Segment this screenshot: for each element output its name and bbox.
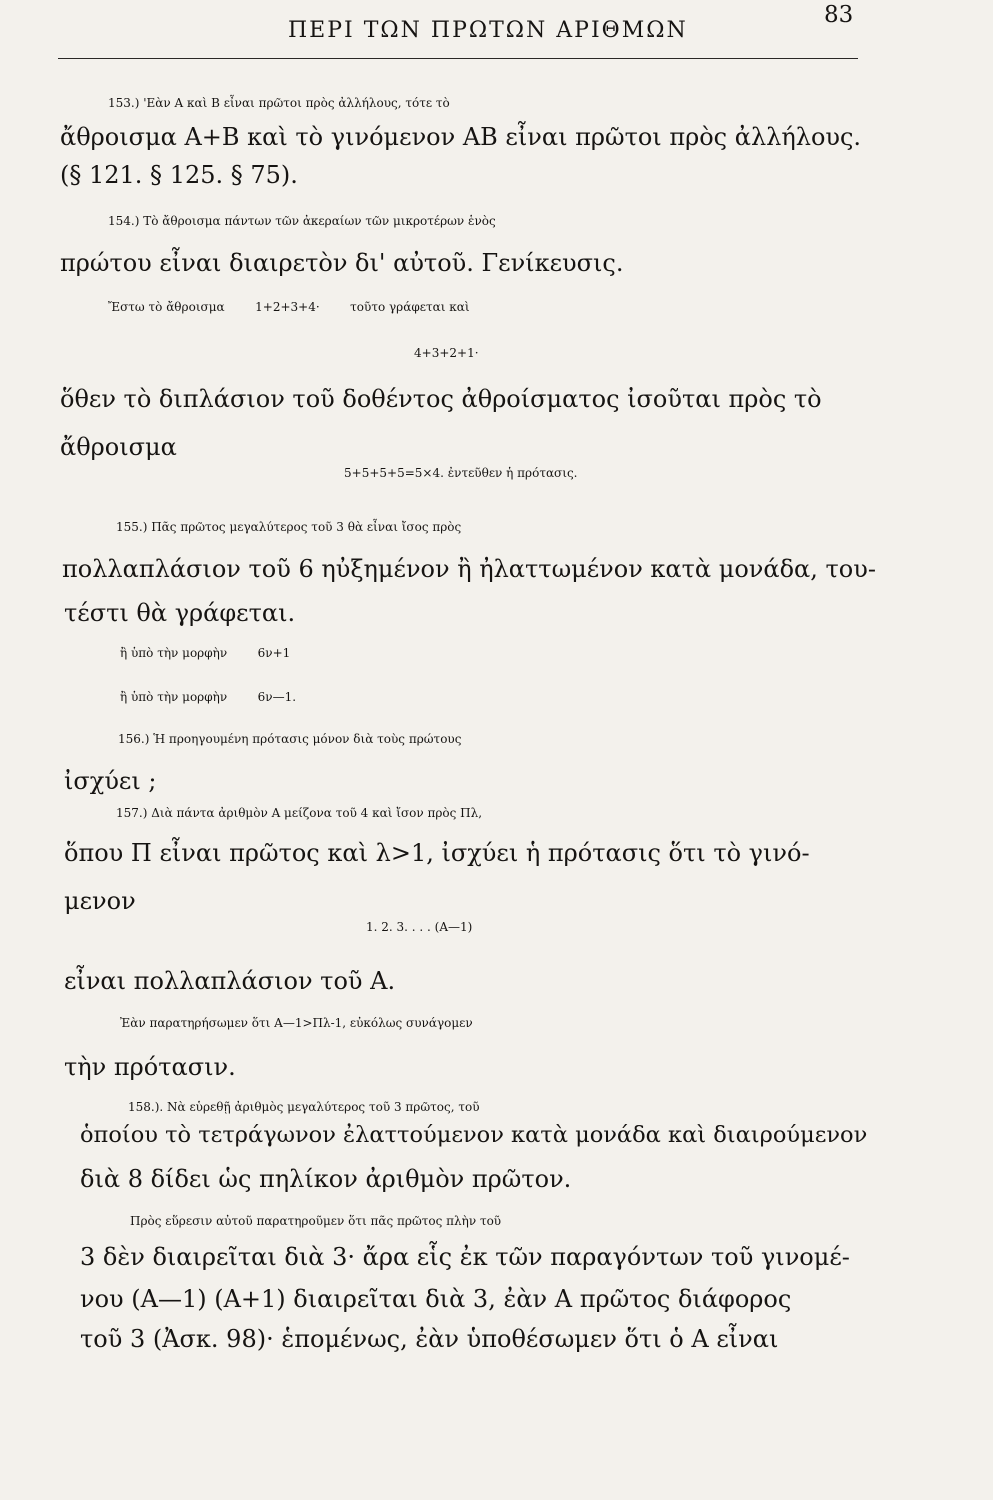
text-line: ὅθεν τὸ διπλάσιον τοῦ δοθέντος ἀθροίσματος ἰσοῦται πρὸς τὸ (60, 385, 822, 413)
text-line: πολλαπλάσιον τοῦ 6 ηὐξημένον ἢ ἠλαττωμένον κατὰ μονάδα, του- (62, 555, 876, 583)
text-line: ἄθροισμα Α+Β καὶ τὸ γινόμενον ΑΒ εἶναι πρῶτοι πρὸς ἀλλήλους. (60, 123, 862, 151)
text-line: ἰσχύει ; (64, 767, 157, 795)
text-line: ὅπου Π εἶναι πρῶτος καὶ λ>1, ἰσχύει ἡ πρότασις ὅτι τὸ γινό- (64, 839, 810, 867)
text-line: 158.). Νὰ εὑρεθῇ ἀριθμὸς μεγαλύτερος τοῦ 3 πρῶτος, τοῦ (128, 1100, 480, 1114)
text-line: 5+5+5+5=5×4. ἐντεῦθεν ἡ πρότασις. (344, 466, 578, 480)
text-line: τὴν πρότασιν. (64, 1053, 236, 1081)
text-line: εἶναι πολλαπλάσιον τοῦ Α. (64, 967, 396, 995)
page-number: 83 (824, 2, 854, 28)
text-line: 1. 2. 3. . . . (Α—1) (366, 920, 473, 934)
text-line: ἄθροισμα (60, 433, 177, 461)
text-line: ἢ ὑπὸ τὴν μορφὴν 6ν+1 (120, 646, 291, 660)
text-line: (§ 121. § 125. § 75). (60, 161, 298, 189)
text-line: διὰ 8 δίδει ὡς πηλίκον ἀριθμὸν πρῶτον. (80, 1165, 572, 1193)
text-line: 3 δὲν διαιρεῖται διὰ 3· ἄρα εἷς ἐκ τῶν παραγόντων τοῦ γινομέ- (80, 1243, 850, 1271)
text-line: 154.) Τὸ ἄθροισμα πάντων τῶν ἀκεραίων τῶν μικροτέρων ἑνὸς (108, 214, 496, 228)
text-line: Ἔστω τὸ ἄθροισμα 1+2+3+4· τοῦτο γράφεται καὶ (108, 300, 470, 314)
text-line: τέστι θὰ γράφεται. (64, 599, 296, 627)
running-header: ΠΕΡΙ ΤΩΝ ΠΡΩΤΩΝ ΑΡΙΘΜΩΝ (288, 18, 688, 43)
text-line: 153.) 'Εὰν Α καὶ Β εἶναι πρῶτοι πρὸς ἀλλήλους, τότε τὸ (108, 96, 450, 110)
text-line: μενον (64, 887, 136, 915)
text-line: 156.) Ἡ προηγουμένη πρότασις μόνον διὰ τοὺς πρώτους (118, 732, 462, 746)
text-line: τοῦ 3 (Ἀσκ. 98)· ἑπομένως, ἐὰν ὑποθέσωμεν ὅτι ὁ Α εἶναι (80, 1325, 779, 1353)
text-line: Ἐὰν παρατηρήσωμεν ὅτι Α—1>Πλ-1, εὐκόλως συνάγομεν (120, 1016, 473, 1030)
text-line: πρώτου εἶναι διαιρετὸν δι' αὐτοῦ. Γενίκευσις. (60, 249, 624, 277)
text-line: 157.) Διὰ πάντα ἀριθμὸν Α μείζονα τοῦ 4 καὶ ἴσον πρὸς Πλ, (116, 806, 483, 820)
text-line: ὁποίου τὸ τετράγωνον ἐλαττούμενον κατὰ μονάδα καὶ διαιρούμενον (80, 1122, 868, 1148)
text-line: Πρὸς εὕρεσιν αὐτοῦ παρατηροῦμεν ὅτι πᾶς πρῶτος πλὴν τοῦ (130, 1214, 502, 1228)
text-line: 155.) Πᾶς πρῶτος μεγαλύτερος τοῦ 3 θὰ εἶναι ἴσος πρὸς (116, 520, 462, 534)
text-line: ἢ ὑπὸ τὴν μορφὴν 6ν—1. (120, 690, 297, 704)
text-line: νου (Α—1) (Α+1) διαιρεῖται διὰ 3, ἐὰν Α πρῶτος διάφορος (80, 1285, 792, 1313)
text-line: 4+3+2+1· (414, 346, 479, 360)
